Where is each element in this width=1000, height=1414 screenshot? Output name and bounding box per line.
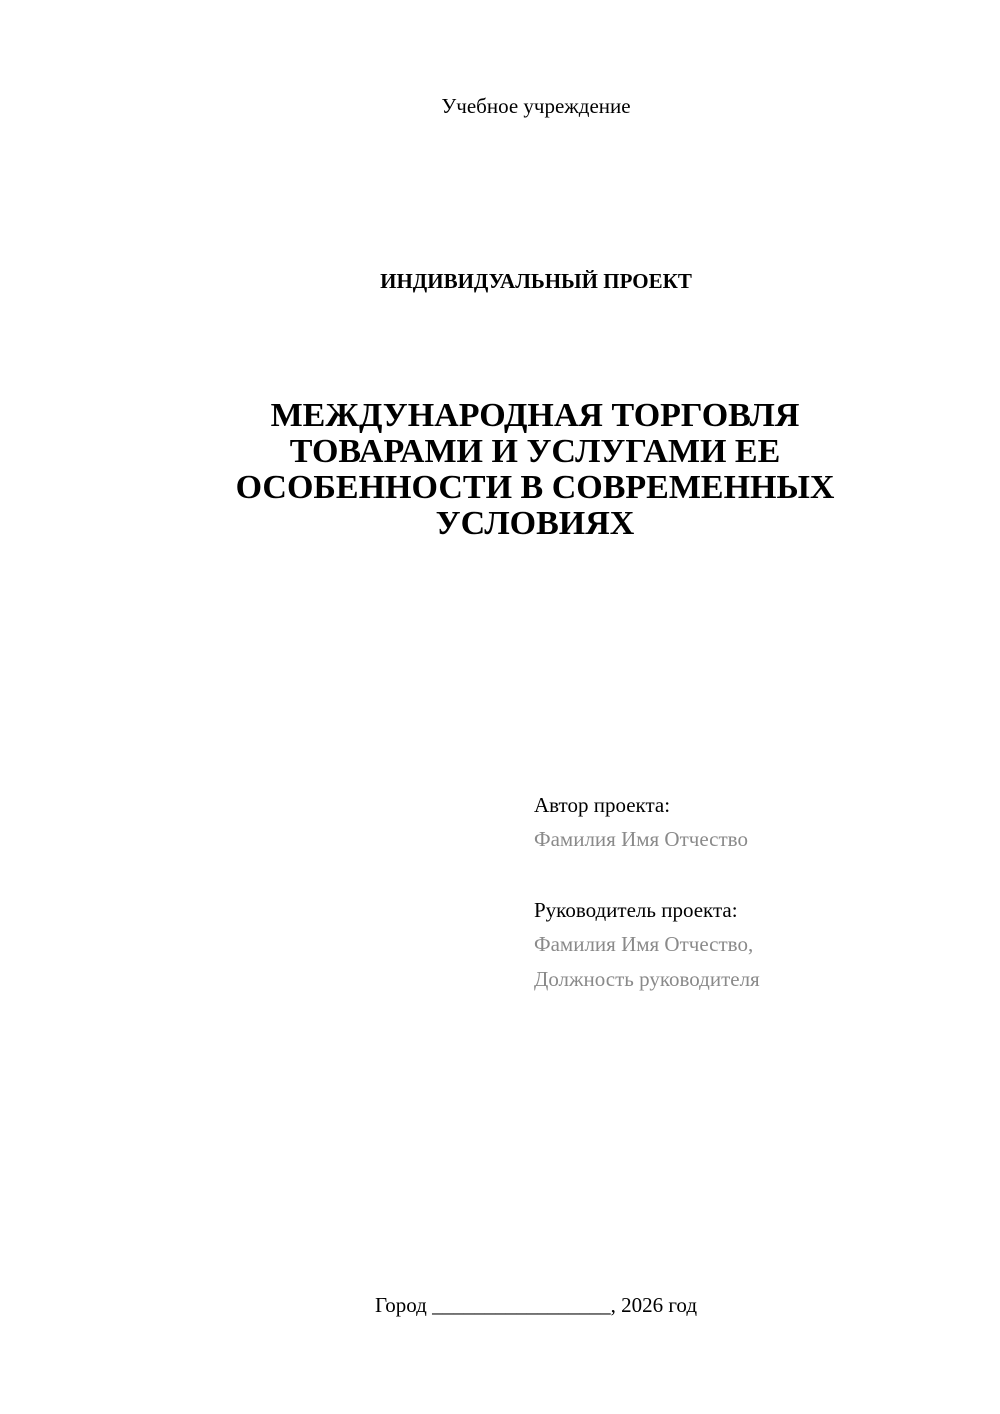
document-type: ИНДИВИДУАЛЬНЫЙ ПРОЕКТ (380, 269, 692, 293)
supervisor-label: Руководитель проекта: (534, 898, 738, 922)
project-title-line: УСЛОВИЯХ (435, 505, 635, 542)
institution-name: Учебное учреждение (441, 94, 631, 118)
project-title-line: МЕЖДУНАРОДНАЯ ТОРГОВЛЯ (270, 397, 800, 434)
city-year-line: Город _________________, 2026 год (374, 1293, 698, 1317)
author-name: Фамилия Имя Отчество (534, 827, 748, 851)
project-title-line: ОСОБЕННОСТИ В СОВРЕМЕННЫХ (235, 469, 835, 506)
supervisor-position: Должность руководителя (534, 967, 760, 991)
author-label: Автор проекта: (534, 793, 671, 817)
supervisor-name: Фамилия Имя Отчество, (534, 932, 754, 956)
project-title (190, 398, 880, 542)
project-title-line: ТОВАРАМИ И УСЛУГАМИ ЕЕ (289, 433, 781, 470)
